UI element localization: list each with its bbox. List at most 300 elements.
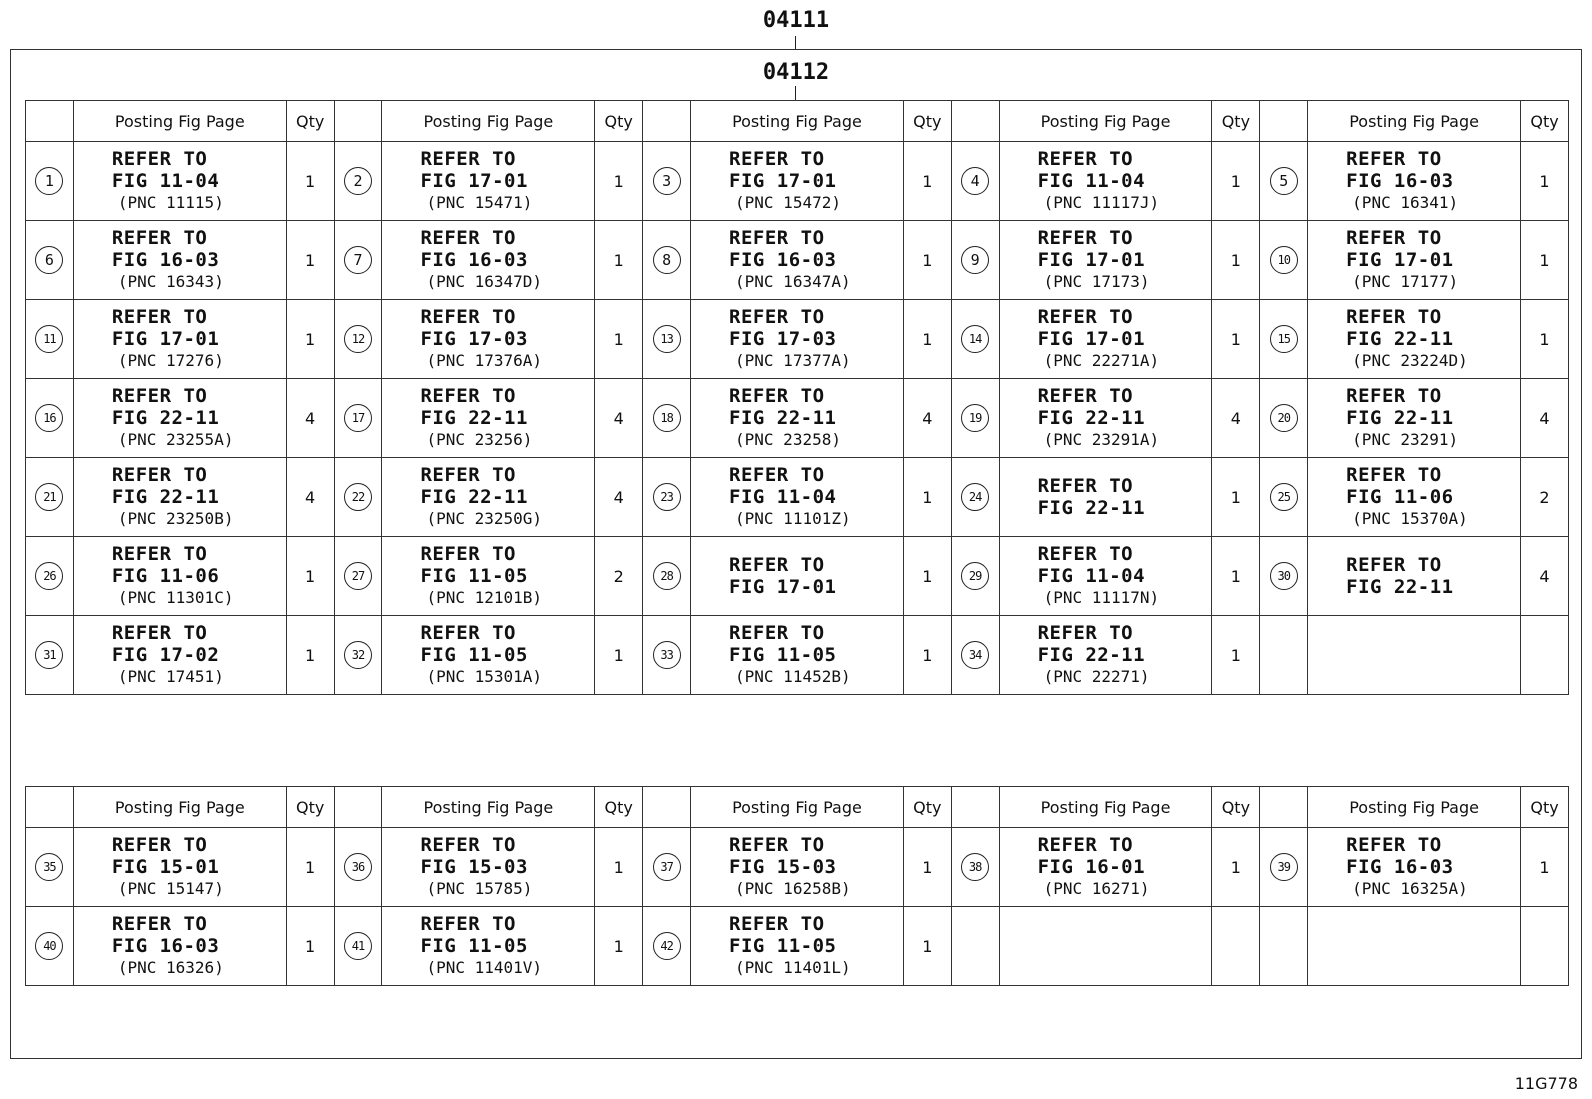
pnc-code: (PNC 11115) bbox=[117, 193, 224, 212]
figure-reference: FIG 22-11 bbox=[1346, 576, 1454, 598]
item-number-cell bbox=[26, 907, 74, 986]
qty-cell: 2 bbox=[1521, 458, 1569, 537]
item-number-cell bbox=[951, 221, 999, 300]
refer-to-text: REFER TO bbox=[111, 913, 208, 935]
reference-table-2 bbox=[25, 786, 1569, 986]
refer-to-text: REFER TO bbox=[729, 554, 825, 576]
pnc-code: (PNC 16326) bbox=[117, 958, 224, 977]
item-number-badge: 37 bbox=[653, 853, 681, 881]
item-number-badge: 25 bbox=[1270, 483, 1298, 511]
header-number-cell bbox=[1260, 787, 1308, 828]
posting-fig-cell bbox=[382, 142, 595, 221]
refer-to-text: REFER TO bbox=[420, 464, 516, 486]
header-posting-fig-page: Posting Fig Page bbox=[691, 787, 904, 828]
item-number-badge: 32 bbox=[344, 641, 372, 669]
item-number-badge: 12 bbox=[344, 325, 372, 353]
refer-to-text: REFER TO bbox=[729, 913, 825, 935]
item-number-badge: 18 bbox=[653, 404, 681, 432]
refer-to-text: REFER TO bbox=[729, 306, 825, 328]
figure-reference: FIG 16-01 bbox=[1037, 856, 1146, 878]
posting-fig-cell bbox=[73, 907, 286, 986]
posting-fig-cell bbox=[73, 142, 286, 221]
table-row bbox=[26, 142, 1569, 221]
header-posting-fig-page: Posting Fig Page bbox=[382, 787, 595, 828]
pnc-code: (PNC 16325A) bbox=[1352, 879, 1468, 898]
item-number-cell bbox=[1260, 300, 1308, 379]
item-number-badge: 29 bbox=[961, 562, 989, 590]
refer-to-text: REFER TO bbox=[1346, 227, 1442, 249]
item-number-cell bbox=[643, 907, 691, 986]
item-number-cell bbox=[643, 616, 691, 695]
figure-reference: FIG 17-02 bbox=[111, 644, 220, 666]
figure-reference: FIG 22-11 bbox=[420, 486, 528, 508]
refer-to-text: REFER TO bbox=[111, 834, 208, 856]
posting-fig-cell bbox=[999, 458, 1212, 537]
item-number-cell bbox=[643, 828, 691, 907]
pnc-code: (PNC 11452B) bbox=[735, 667, 851, 686]
refer-to-text: REFER TO bbox=[1346, 554, 1442, 576]
item-number-badge: 21 bbox=[35, 483, 63, 511]
item-number-cell bbox=[951, 537, 999, 616]
posting-fig-cell bbox=[691, 300, 904, 379]
pnc-code: (PNC 23258) bbox=[735, 430, 841, 449]
posting-fig-cell bbox=[999, 379, 1212, 458]
qty-cell: 1 bbox=[1212, 221, 1260, 300]
qty-cell: 2 bbox=[595, 537, 643, 616]
item-number-badge: 1 bbox=[35, 167, 63, 195]
posting-fig-cell bbox=[1308, 379, 1521, 458]
figure-reference: FIG 17-03 bbox=[420, 328, 528, 350]
refer-to-text: REFER TO bbox=[1037, 148, 1134, 170]
qty-cell: 1 bbox=[595, 300, 643, 379]
refer-to-text: REFER TO bbox=[111, 148, 208, 170]
qty-cell: 1 bbox=[903, 300, 951, 379]
pnc-code: (PNC 17376A) bbox=[426, 351, 543, 370]
refer-to-text: REFER TO bbox=[729, 385, 825, 407]
item-number-cell bbox=[951, 458, 999, 537]
header-qty: Qty bbox=[1212, 787, 1260, 828]
header-qty: Qty bbox=[286, 101, 334, 142]
refer-to-text: REFER TO bbox=[111, 464, 208, 486]
refer-to-text: REFER TO bbox=[420, 227, 516, 249]
refer-to-text: REFER TO bbox=[420, 913, 516, 935]
item-number-cell bbox=[643, 379, 691, 458]
figure-reference: FIG 11-05 bbox=[420, 935, 528, 957]
posting-fig-cell bbox=[382, 616, 595, 695]
item-number-badge: 11 bbox=[35, 325, 63, 353]
pnc-code: (PNC 16343) bbox=[117, 272, 224, 291]
item-number-badge: 36 bbox=[344, 853, 372, 881]
item-number-cell bbox=[1260, 142, 1308, 221]
header-posting-fig-page: Posting Fig Page bbox=[73, 787, 286, 828]
item-number-cell bbox=[951, 300, 999, 379]
figure-reference: FIG 15-03 bbox=[729, 856, 837, 878]
pnc-code: (PNC 11117J) bbox=[1043, 193, 1160, 212]
item-number-cell bbox=[1260, 221, 1308, 300]
refer-to-text: REFER TO bbox=[1346, 834, 1442, 856]
qty-cell: 4 bbox=[1521, 379, 1569, 458]
posting-fig-cell bbox=[1308, 458, 1521, 537]
item-number-cell bbox=[334, 616, 382, 695]
figure-reference: FIG 16-03 bbox=[111, 935, 220, 957]
header-qty: Qty bbox=[1521, 101, 1569, 142]
qty-cell: 1 bbox=[286, 828, 334, 907]
item-number-badge: 20 bbox=[1270, 404, 1298, 432]
posting-fig-cell bbox=[73, 616, 286, 695]
pnc-code: (PNC 15147) bbox=[117, 879, 224, 898]
item-number-badge: 38 bbox=[961, 853, 989, 881]
pnc-code: (PNC 16341) bbox=[1352, 193, 1459, 212]
figure-reference: FIG 22-11 bbox=[111, 486, 220, 508]
posting-fig-cell bbox=[691, 828, 904, 907]
refer-to-text: REFER TO bbox=[1346, 148, 1442, 170]
qty-cell: 1 bbox=[1521, 300, 1569, 379]
figure-reference: FIG 11-04 bbox=[1037, 565, 1146, 587]
header-qty: Qty bbox=[286, 787, 334, 828]
table-row bbox=[26, 300, 1569, 379]
item-number-badge: 5 bbox=[1270, 167, 1298, 195]
item-number-cell bbox=[334, 142, 382, 221]
qty-cell: 1 bbox=[1212, 142, 1260, 221]
header-number-cell bbox=[334, 101, 382, 142]
posting-fig-cell bbox=[691, 379, 904, 458]
header-posting-fig-page: Posting Fig Page bbox=[1308, 101, 1521, 142]
item-number-badge: 19 bbox=[961, 404, 989, 432]
qty-cell bbox=[1521, 616, 1569, 695]
figure-reference: FIG 22-11 bbox=[729, 407, 837, 429]
qty-cell: 4 bbox=[595, 458, 643, 537]
figure-reference: FIG 16-03 bbox=[729, 249, 837, 271]
header-qty: Qty bbox=[595, 787, 643, 828]
item-number-badge: 33 bbox=[653, 641, 681, 669]
header-posting-fig-page: Posting Fig Page bbox=[999, 787, 1212, 828]
posting-fig-cell bbox=[382, 907, 595, 986]
assembly-code-inner: 04112 bbox=[762, 60, 830, 85]
posting-fig-cell bbox=[999, 907, 1212, 986]
qty-cell: 1 bbox=[1212, 458, 1260, 537]
posting-fig-cell bbox=[73, 379, 286, 458]
item-number-cell bbox=[951, 907, 999, 986]
item-number-badge: 3 bbox=[653, 167, 681, 195]
figure-reference: FIG 11-04 bbox=[729, 486, 837, 508]
pnc-code: (PNC 11101Z) bbox=[735, 509, 851, 528]
item-number-badge: 34 bbox=[961, 641, 989, 669]
pnc-code: (PNC 11401L) bbox=[735, 958, 851, 977]
qty-cell: 1 bbox=[286, 537, 334, 616]
qty-cell bbox=[1521, 907, 1569, 986]
qty-cell: 1 bbox=[903, 142, 951, 221]
header-number-cell bbox=[1260, 101, 1308, 142]
refer-to-text: REFER TO bbox=[420, 148, 516, 170]
figure-reference: FIG 16-03 bbox=[1346, 856, 1454, 878]
figure-reference: FIG 11-06 bbox=[111, 565, 220, 587]
qty-cell: 1 bbox=[595, 142, 643, 221]
posting-fig-cell bbox=[999, 616, 1212, 695]
header-qty: Qty bbox=[1212, 101, 1260, 142]
posting-fig-cell bbox=[691, 458, 904, 537]
qty-cell: 1 bbox=[1212, 828, 1260, 907]
pnc-code: (PNC 23255A) bbox=[117, 430, 234, 449]
qty-cell: 1 bbox=[286, 616, 334, 695]
header-number-cell bbox=[643, 101, 691, 142]
figure-reference: FIG 15-01 bbox=[111, 856, 220, 878]
qty-cell: 1 bbox=[286, 907, 334, 986]
item-number-cell bbox=[334, 828, 382, 907]
qty-cell: 1 bbox=[903, 616, 951, 695]
qty-cell: 1 bbox=[903, 907, 951, 986]
qty-cell: 1 bbox=[1521, 221, 1569, 300]
header-row bbox=[26, 787, 1569, 828]
qty-cell: 1 bbox=[1521, 828, 1569, 907]
figure-reference: FIG 16-03 bbox=[1346, 170, 1454, 192]
pnc-code: (PNC 11301C) bbox=[117, 588, 234, 607]
pnc-code: (PNC 22271) bbox=[1043, 667, 1150, 686]
figure-reference: FIG 11-04 bbox=[111, 170, 220, 192]
table-row bbox=[26, 616, 1569, 695]
figure-reference: FIG 11-04 bbox=[1037, 170, 1146, 192]
refer-to-text: REFER TO bbox=[420, 306, 516, 328]
qty-cell: 4 bbox=[286, 379, 334, 458]
refer-to-text: REFER TO bbox=[729, 148, 825, 170]
pnc-code: (PNC 16271) bbox=[1043, 879, 1150, 898]
item-number-cell bbox=[643, 537, 691, 616]
item-number-cell bbox=[643, 300, 691, 379]
posting-fig-cell bbox=[73, 828, 286, 907]
posting-fig-cell bbox=[691, 907, 904, 986]
pnc-code: (PNC 11117N) bbox=[1043, 588, 1160, 607]
item-number-badge: 26 bbox=[35, 562, 63, 590]
item-number-badge: 7 bbox=[344, 246, 372, 274]
item-number-cell bbox=[1260, 537, 1308, 616]
qty-cell: 1 bbox=[1212, 616, 1260, 695]
item-number-cell bbox=[26, 537, 74, 616]
reference-table-1 bbox=[25, 100, 1569, 695]
table-row bbox=[26, 458, 1569, 537]
refer-to-text: REFER TO bbox=[729, 622, 825, 644]
posting-fig-cell bbox=[999, 300, 1212, 379]
item-number-badge: 42 bbox=[653, 932, 681, 960]
posting-fig-cell bbox=[382, 537, 595, 616]
posting-fig-cell bbox=[382, 379, 595, 458]
posting-fig-cell bbox=[382, 458, 595, 537]
table-row bbox=[26, 828, 1569, 907]
item-number-cell bbox=[334, 458, 382, 537]
header-number-cell bbox=[26, 787, 74, 828]
refer-to-text: REFER TO bbox=[111, 385, 208, 407]
header-qty: Qty bbox=[903, 101, 951, 142]
qty-cell: 1 bbox=[1212, 300, 1260, 379]
header-qty: Qty bbox=[595, 101, 643, 142]
figure-reference: FIG 15-03 bbox=[420, 856, 528, 878]
qty-cell: 1 bbox=[286, 300, 334, 379]
posting-fig-cell bbox=[999, 828, 1212, 907]
posting-fig-cell bbox=[1308, 142, 1521, 221]
pnc-code: (PNC 23291) bbox=[1352, 430, 1459, 449]
figure-reference: FIG 17-01 bbox=[1037, 249, 1146, 271]
header-posting-fig-page: Posting Fig Page bbox=[999, 101, 1212, 142]
header-number-cell bbox=[643, 787, 691, 828]
pnc-code: (PNC 16347D) bbox=[426, 272, 543, 291]
header-number-cell bbox=[26, 101, 74, 142]
qty-cell: 1 bbox=[903, 221, 951, 300]
posting-fig-cell bbox=[382, 221, 595, 300]
pnc-code: (PNC 15472) bbox=[735, 193, 841, 212]
posting-fig-cell bbox=[999, 142, 1212, 221]
item-number-cell bbox=[643, 142, 691, 221]
table-row bbox=[26, 379, 1569, 458]
pnc-code: (PNC 16258B) bbox=[735, 879, 851, 898]
pnc-code: (PNC 23250G) bbox=[426, 509, 543, 528]
item-number-badge: 10 bbox=[1270, 246, 1298, 274]
table-row bbox=[26, 907, 1569, 986]
item-number-cell bbox=[26, 616, 74, 695]
qty-cell bbox=[1212, 907, 1260, 986]
posting-fig-cell bbox=[382, 828, 595, 907]
refer-to-text: REFER TO bbox=[1037, 227, 1134, 249]
pnc-code: (PNC 16347A) bbox=[735, 272, 851, 291]
refer-to-text: REFER TO bbox=[111, 227, 208, 249]
figure-reference: FIG 17-01 bbox=[420, 170, 528, 192]
item-number-cell bbox=[643, 458, 691, 537]
figure-reference: FIG 17-01 bbox=[729, 170, 837, 192]
refer-to-text: REFER TO bbox=[1037, 306, 1134, 328]
pnc-code: (PNC 17451) bbox=[117, 667, 224, 686]
pnc-code: (PNC 17173) bbox=[1043, 272, 1150, 291]
refer-to-text: REFER TO bbox=[1037, 834, 1134, 856]
figure-reference: FIG 16-03 bbox=[420, 249, 528, 271]
item-number-badge: 8 bbox=[653, 246, 681, 274]
pnc-code: (PNC 23224D) bbox=[1352, 351, 1468, 370]
item-number-badge: 27 bbox=[344, 562, 372, 590]
item-number-cell bbox=[334, 221, 382, 300]
header-posting-fig-page: Posting Fig Page bbox=[73, 101, 286, 142]
header-row bbox=[26, 101, 1569, 142]
qty-cell: 4 bbox=[286, 458, 334, 537]
refer-to-text: REFER TO bbox=[420, 385, 516, 407]
pnc-code: (PNC 15301A) bbox=[426, 667, 543, 686]
item-number-badge: 13 bbox=[653, 325, 681, 353]
qty-cell: 1 bbox=[595, 616, 643, 695]
figure-reference: FIG 22-11 bbox=[1037, 407, 1146, 429]
pnc-code: (PNC 11401V) bbox=[426, 958, 543, 977]
qty-cell: 1 bbox=[903, 828, 951, 907]
refer-to-text: REFER TO bbox=[420, 543, 516, 565]
figure-reference: FIG 17-01 bbox=[111, 328, 220, 350]
drawing-code: 11G778 bbox=[1514, 1074, 1578, 1093]
pnc-code: (PNC 15370A) bbox=[1352, 509, 1468, 528]
pnc-code: (PNC 23250B) bbox=[117, 509, 234, 528]
item-number-badge: 4 bbox=[961, 167, 989, 195]
connector-line-top bbox=[795, 36, 796, 49]
item-number-cell bbox=[26, 142, 74, 221]
pnc-code: (PNC 15785) bbox=[426, 879, 533, 898]
figure-reference: FIG 11-05 bbox=[729, 935, 837, 957]
pnc-code: (PNC 12101B) bbox=[426, 588, 543, 607]
pnc-code: (PNC 23256) bbox=[426, 430, 533, 449]
item-number-badge: 28 bbox=[653, 562, 681, 590]
table-row bbox=[26, 221, 1569, 300]
item-number-cell bbox=[334, 907, 382, 986]
item-number-badge: 6 bbox=[35, 246, 63, 274]
posting-fig-cell bbox=[1308, 828, 1521, 907]
qty-cell: 4 bbox=[1521, 537, 1569, 616]
item-number-cell bbox=[26, 221, 74, 300]
refer-to-text: REFER TO bbox=[1037, 543, 1134, 565]
refer-to-text: REFER TO bbox=[1037, 622, 1134, 644]
figure-reference: FIG 11-06 bbox=[1346, 486, 1454, 508]
posting-fig-cell bbox=[1308, 537, 1521, 616]
qty-cell: 1 bbox=[595, 907, 643, 986]
posting-fig-cell bbox=[999, 537, 1212, 616]
figure-reference: FIG 22-11 bbox=[1037, 644, 1146, 666]
qty-cell: 1 bbox=[903, 458, 951, 537]
header-number-cell bbox=[334, 787, 382, 828]
refer-to-text: REFER TO bbox=[729, 834, 825, 856]
item-number-badge: 22 bbox=[344, 483, 372, 511]
posting-fig-cell bbox=[73, 537, 286, 616]
refer-to-text: REFER TO bbox=[111, 622, 208, 644]
item-number-cell bbox=[1260, 379, 1308, 458]
header-posting-fig-page: Posting Fig Page bbox=[1308, 787, 1521, 828]
refer-to-text: REFER TO bbox=[1346, 464, 1442, 486]
connector-line-inner bbox=[795, 86, 796, 100]
item-number-cell bbox=[951, 379, 999, 458]
qty-cell: 1 bbox=[595, 221, 643, 300]
figure-reference: FIG 17-03 bbox=[729, 328, 837, 350]
item-number-cell bbox=[334, 379, 382, 458]
item-number-badge: 15 bbox=[1270, 325, 1298, 353]
refer-to-text: REFER TO bbox=[111, 306, 208, 328]
item-number-cell bbox=[26, 828, 74, 907]
figure-reference: FIG 22-11 bbox=[1346, 328, 1454, 350]
item-number-badge: 23 bbox=[653, 483, 681, 511]
item-number-cell bbox=[951, 828, 999, 907]
header-qty: Qty bbox=[903, 787, 951, 828]
refer-to-text: REFER TO bbox=[1037, 475, 1134, 497]
figure-reference: FIG 17-01 bbox=[1037, 328, 1146, 350]
item-number-cell bbox=[1260, 828, 1308, 907]
item-number-badge: 30 bbox=[1270, 562, 1298, 590]
figure-reference: FIG 11-05 bbox=[420, 644, 528, 666]
figure-reference: FIG 22-11 bbox=[111, 407, 220, 429]
figure-reference: FIG 16-03 bbox=[111, 249, 220, 271]
pnc-code: (PNC 17177) bbox=[1352, 272, 1459, 291]
item-number-cell bbox=[1260, 907, 1308, 986]
qty-cell: 1 bbox=[286, 142, 334, 221]
item-number-cell bbox=[26, 458, 74, 537]
figure-reference: FIG 17-01 bbox=[1346, 249, 1454, 271]
posting-fig-cell bbox=[1308, 616, 1521, 695]
item-number-cell bbox=[951, 616, 999, 695]
refer-to-text: REFER TO bbox=[1346, 385, 1442, 407]
header-number-cell bbox=[951, 787, 999, 828]
figure-reference: FIG 22-11 bbox=[420, 407, 528, 429]
refer-to-text: REFER TO bbox=[111, 543, 208, 565]
qty-cell: 1 bbox=[903, 537, 951, 616]
refer-to-text: REFER TO bbox=[729, 464, 825, 486]
refer-to-text: REFER TO bbox=[420, 622, 516, 644]
posting-fig-cell bbox=[73, 458, 286, 537]
header-number-cell bbox=[951, 101, 999, 142]
posting-fig-cell bbox=[1308, 221, 1521, 300]
pnc-code: (PNC 23291A) bbox=[1043, 430, 1160, 449]
qty-cell: 4 bbox=[903, 379, 951, 458]
figure-reference: FIG 22-11 bbox=[1037, 497, 1146, 519]
qty-cell: 4 bbox=[595, 379, 643, 458]
posting-fig-cell bbox=[73, 221, 286, 300]
item-number-cell bbox=[1260, 616, 1308, 695]
figure-reference: FIG 17-01 bbox=[729, 576, 837, 598]
